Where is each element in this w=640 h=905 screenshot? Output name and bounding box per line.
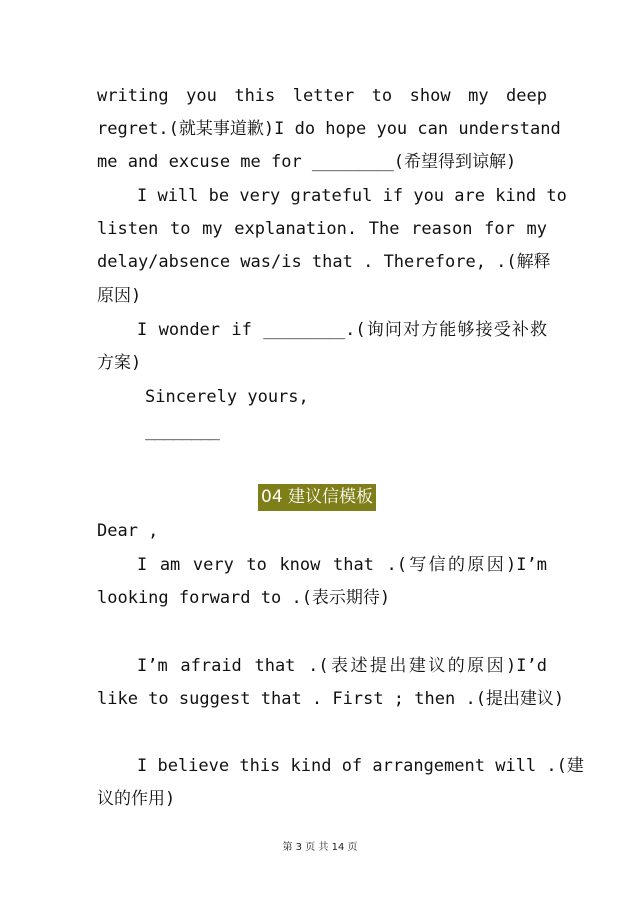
text-line: 方案)	[97, 353, 142, 373]
text-line: like to suggest that . First ; then .(提出建议)	[97, 689, 565, 709]
closing-line: Sincerely yours,	[145, 387, 309, 407]
text-line: I believe this kind of arrangement will .(建	[137, 756, 584, 776]
signature-blank: ________	[145, 421, 219, 441]
text-line: delay/absence was/is that . Therefore, .(解释	[97, 252, 551, 272]
text-line: looking forward to .(表示期待)	[97, 588, 391, 608]
text-line: writing you this letter to show my deep	[97, 86, 547, 106]
page-footer: 第 3 页 共 14 页	[282, 842, 358, 853]
text-line: I will be very grateful if you are kind to	[137, 186, 567, 206]
text-line: I wonder if ________.(询问对方能够接受补救	[137, 320, 547, 340]
text-line: regret.(就某事道歉)I do hope you can understand	[97, 119, 561, 139]
text-line: 原因)	[97, 286, 142, 306]
text-line: me and excuse me for ________(希望得到谅解)	[97, 152, 517, 172]
section-heading: 04 建议信模板	[258, 484, 376, 511]
text-line: 议的作用)	[97, 789, 176, 809]
text-line: listen to my explanation. The reason for my	[97, 219, 547, 239]
salutation: Dear ,	[97, 521, 159, 541]
text-line: I’m afraid that .(表述提出建议的原因)I’d	[137, 656, 547, 676]
text-line: I am very to know that .(写信的原因)I’m	[137, 555, 547, 575]
